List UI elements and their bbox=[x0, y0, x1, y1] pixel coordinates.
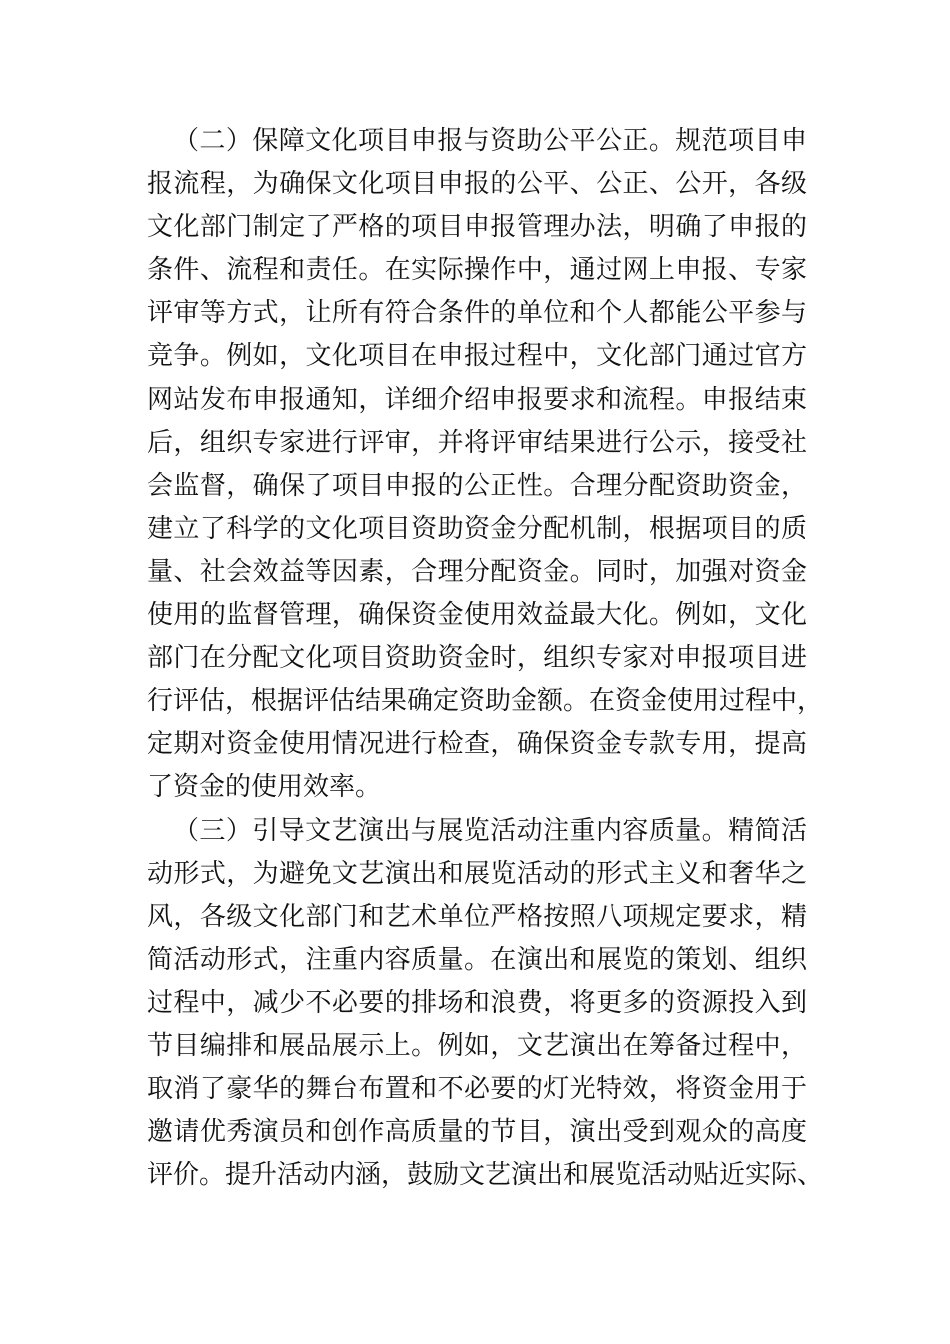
text-line: 过程中，减少不必要的排场和浪费，将更多的资源投入到 bbox=[147, 987, 807, 1018]
paragraph-section-2 bbox=[147, 120, 824, 810]
text-line: 取消了豪华的舞台布置和不必要的灯光特效，将资金用于 bbox=[147, 1074, 807, 1105]
text-line: （三）引导文艺演出与展览活动注重内容质量。精简活 bbox=[173, 815, 807, 846]
text-line: 网站发布申报通知，详细介绍申报要求和流程。申报结束 bbox=[147, 384, 807, 415]
body-text bbox=[147, 120, 824, 1197]
text-line: 量、社会效益等因素，合理分配资金。同时，加强对资金 bbox=[147, 556, 807, 587]
paragraph-section-3 bbox=[147, 810, 824, 1198]
text-line: 风，各级文化部门和艺术单位严格按照八项规定要求，精 bbox=[147, 901, 807, 932]
text-line: （二）保障文化项目申报与资助公平公正。规范项目申 bbox=[173, 126, 807, 156]
text-line: 定期对资金使用情况进行检查，确保资金专款专用，提高 bbox=[147, 729, 807, 760]
text-line: 了资金的使用效率。 bbox=[147, 772, 382, 803]
text-line: 邀请优秀演员和创作高质量的节目，演出受到观众的高度 bbox=[147, 1117, 807, 1148]
text-line: 行评估，根据评估结果确定资助金额。在资金使用过程中， bbox=[147, 686, 824, 717]
text-line: 建立了科学的文化项目资助资金分配机制，根据项目的质 bbox=[147, 513, 807, 544]
text-line: 部门在分配文化项目资助资金时，组织专家对申报项目进 bbox=[147, 643, 807, 674]
text-line: 动形式，为避免文艺演出和展览活动的形式主义和奢华之 bbox=[147, 858, 807, 889]
text-line: 报流程，为确保文化项目申报的公平、公正、公开，各级 bbox=[147, 169, 807, 200]
text-line: 会监督，确保了项目申报的公正性。合理分配资助资金， bbox=[147, 470, 807, 501]
text-line: 使用的监督管理，确保资金使用效益最大化。例如，文化 bbox=[147, 600, 807, 631]
text-line: 文化部门制定了严格的项目申报管理办法，明确了申报的 bbox=[147, 212, 807, 243]
text-line: 评价。提升活动内涵，鼓励文艺演出和展览活动贴近实际、 bbox=[147, 1160, 824, 1191]
text-line: 条件、流程和责任。在实际操作中，通过网上申报、专家 bbox=[147, 255, 807, 286]
text-line: 简活动形式，注重内容质量。在演出和展览的策划、组织 bbox=[147, 944, 807, 975]
text-line: 后，组织专家进行评审，并将评审结果进行公示，接受社 bbox=[147, 427, 807, 458]
text-line: 评审等方式，让所有符合条件的单位和个人都能公平参与 bbox=[147, 298, 807, 329]
text-line: 竞争。例如，文化项目在申报过程中，文化部门通过官方 bbox=[147, 341, 807, 372]
text-line: 节目编排和展品展示上。例如，文艺演出在筹备过程中， bbox=[147, 1030, 807, 1061]
